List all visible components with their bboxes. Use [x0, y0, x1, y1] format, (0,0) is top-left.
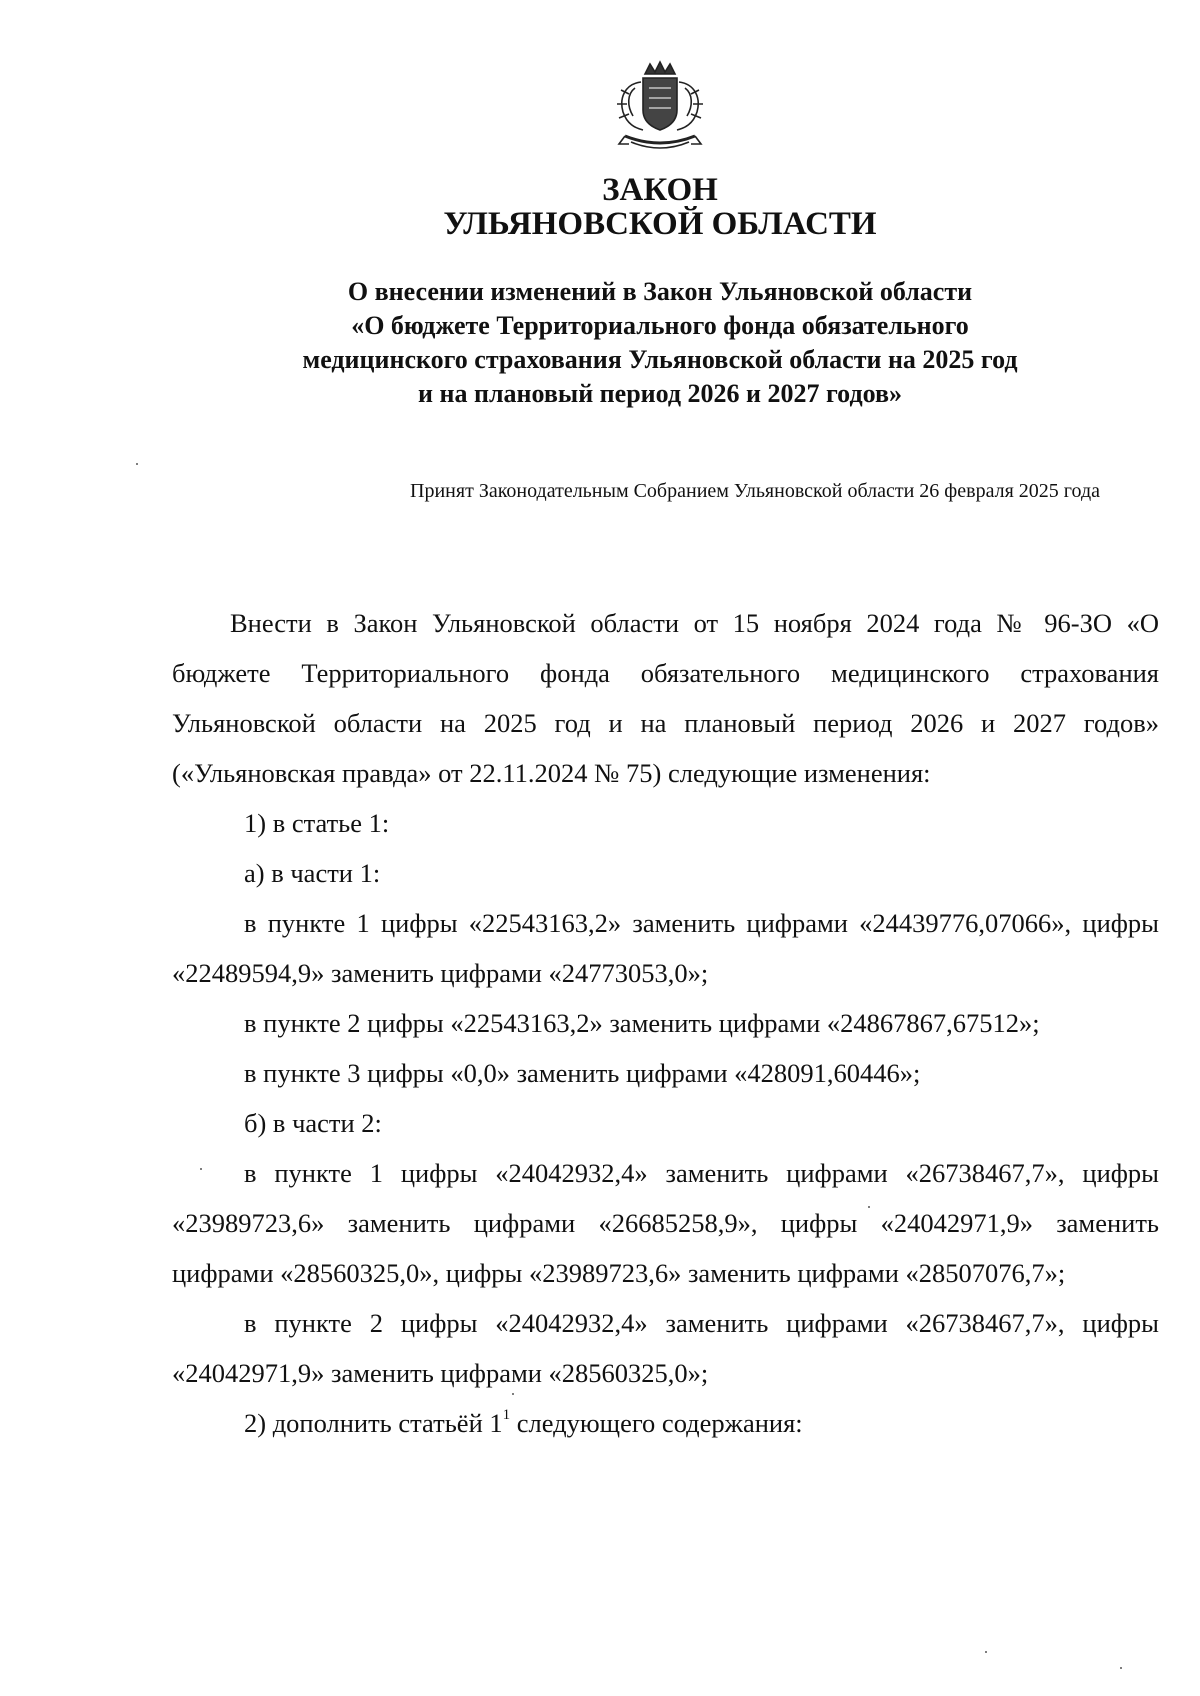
scan-speck [200, 1168, 202, 1170]
coat-of-arms-icon [605, 58, 715, 158]
law-subject [160, 275, 1160, 411]
item-1a: а) в части 1: [244, 858, 381, 888]
law-title: ЗАКОН [602, 172, 718, 208]
item-1a-point-1: в пункте 1 цифры «22543163,2» заменить цифрами «24439776,07066», цифры «22489594,9» заменить цифрами «24773053,0»; [172, 908, 1159, 988]
intro-paragraph: Внести в Закон Ульяновской области от 15 ноября 2024 года № 96-ЗО «О бюджете Территориального фонда обязательного медицинского страхования Ульяновской области на 2025 год и на плановый период 2026 и 2027 годов» («Ульяновская правда» от 22.11.2024 № 75) следующие изменения: [172, 608, 1159, 788]
item-1a-point-3: в пункте 3 цифры «0,0» заменить цифрами «428091,60446»; [244, 1058, 921, 1088]
item-1b: б) в части 2: [244, 1108, 382, 1138]
item-1: 1) в статье 1: [244, 808, 390, 838]
item-2-superscript: 1 [502, 1407, 511, 1424]
adoption-note: Принят Законодательным Собранием Ульяновской области 26 февраля 2025 года [410, 480, 1100, 502]
item-1a-point-2: в пункте 2 цифры «22543163,2» заменить цифрами «24867867,67512»; [244, 1008, 1040, 1038]
law-body [172, 598, 1159, 1448]
subject-line: «О бюджете Территориального фонда обязательного [351, 311, 969, 340]
item-1b-point-1: в пункте 1 цифры «24042932,4» заменить цифрами «26738467,7», цифры «23989723,6» заменить цифрами «26685258,9», цифры «24042971,9» заменить цифрами «28560325,0», цифры «23989723,6» заменить цифрами «28507076,7»; [172, 1158, 1159, 1288]
item-2-text: 2) дополнить статьёй 1 [244, 1408, 503, 1438]
scan-speck [1120, 1667, 1122, 1669]
scan-speck [985, 1651, 987, 1653]
law-region: УЛЬЯНОВСКОЙ ОБЛАСТИ [443, 206, 877, 242]
scan-speck [868, 1206, 870, 1208]
scan-speck [512, 1393, 514, 1395]
subject-line: О внесении изменений в Закон Ульяновской области [347, 277, 973, 306]
item-1b-point-2: в пункте 2 цифры «24042932,4» заменить цифрами «26738467,7», цифры «24042971,9» заменить цифрами «28560325,0»; [172, 1308, 1159, 1388]
item-2 [172, 1398, 1159, 1448]
item-2-suffix: следующего содержания: [510, 1408, 803, 1438]
subject-line: и на плановый период 2026 и 2027 годов» [418, 379, 902, 408]
subject-line: медицинского страхования Ульяновской области на 2025 год [302, 345, 1018, 374]
scan-speck [136, 463, 138, 465]
